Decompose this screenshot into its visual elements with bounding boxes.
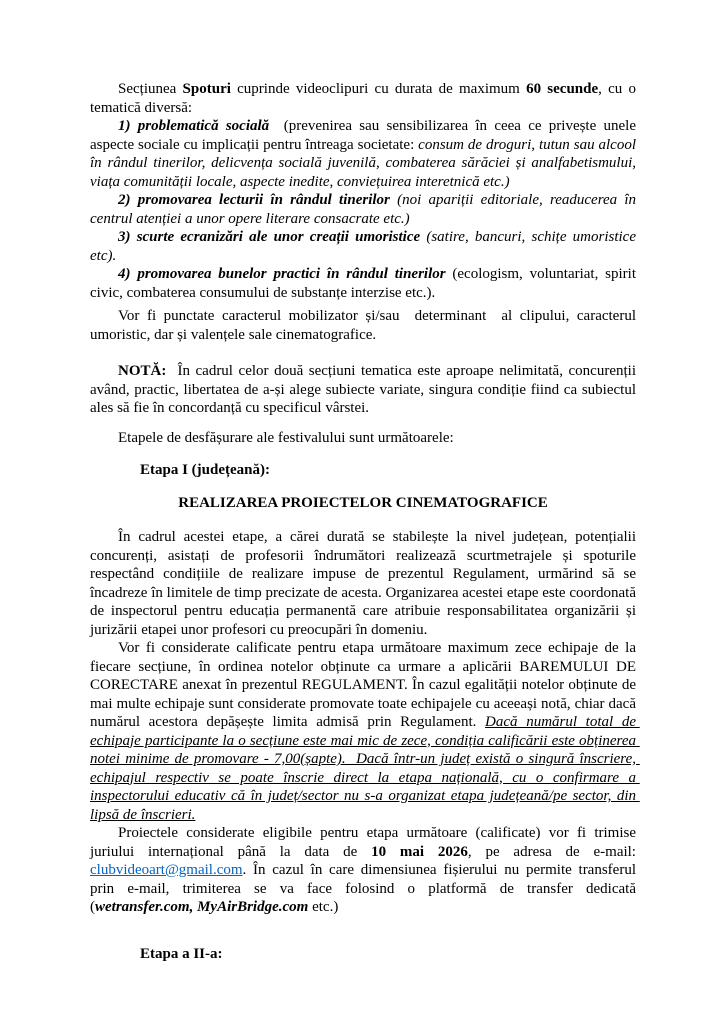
qualification-rules: Vor fi considerate calificate pentru etapa următoare maximum zece echipaje de la fiecare secțiune, în ordinea notelor obținute ca urmare a aplicării BAREMULUI DE CORECTARE anexat în prezentul REGULAMENT. În cazul egalității notelor obținute de mai multe echipaje sunt considerate promovate toate echipajele cu aceeași notă, chiar dacă numărul acestora depășește limita admisă prin Regulament. bbox=[90, 640, 640, 730]
spacer bbox=[90, 480, 636, 494]
list-item-3-examples: (satire, bancuri, schițe umoristice etc). bbox=[90, 229, 640, 264]
spacer bbox=[90, 917, 636, 935]
list-number-4: 4) bbox=[118, 266, 138, 282]
list-item-4 bbox=[90, 265, 640, 302]
paragraph-section-intro bbox=[90, 80, 640, 117]
list-item-2 bbox=[90, 191, 640, 228]
submission-text: , pe adresa de e-mail: bbox=[467, 843, 640, 860]
transfer-platforms: wetransfer.com, MyAirBridge.com bbox=[95, 899, 309, 915]
list-number-2: 2) bbox=[118, 192, 138, 208]
stage-1-title-text: REALIZAREA PROIECTELOR CINEMATOGRAFICE bbox=[178, 494, 548, 511]
scoring-text: Vor fi punctate caracterul mobilizator și/sau determinant al clipului, caracterul umoristic, dar și valențele sale cinematografice. bbox=[90, 308, 640, 343]
paragraph-submission bbox=[90, 824, 640, 917]
spacer bbox=[90, 512, 636, 528]
list-item-3 bbox=[90, 228, 640, 265]
stages-intro-text: Etapele de desfășurare ale festivalului sunt următoarele: bbox=[118, 429, 454, 446]
theme-social-issues: problematică socială bbox=[137, 118, 270, 134]
list-item-1 bbox=[90, 117, 640, 191]
stage-2-label-text: Etapa a II-a: bbox=[140, 945, 223, 962]
submission-text: etc.) bbox=[308, 899, 339, 915]
list-item-1-description: (prevenirea sau sensibilizarea în ceea ce privește unele aspecte sociale cu implicații pentru întreaga societate: bbox=[90, 118, 640, 153]
email-link[interactable]: clubvideoart@gmail.com bbox=[90, 862, 243, 878]
deadline-date: 10 mai 2026 bbox=[371, 843, 468, 860]
spacer bbox=[90, 418, 636, 429]
section-name-spoturi: Spoturi bbox=[182, 81, 231, 97]
theme-reading-promotion: promovarea lecturii în rândul tinerilor bbox=[137, 192, 390, 208]
max-duration: 60 secunde bbox=[526, 81, 599, 97]
stage-1-body-text: În cadrul acestei etape, a cărei durată se stabilește la nivel județean, potențialii concurenți, asistați de profesorii îndrumători realizează scurtmetrajele și spoturile respectând condițiile de realizare impuse de prezentul Regulament, urmărind să se încadreze în limitele de timp precizate de acesta. Organizarea acestei etape este coordonată de inspectorul pentru educația permanentă care atribuie responsabilitatea organizării și jurizării etapei unor profesori cu preocupări în domeniu. bbox=[90, 529, 640, 638]
list-item-1-examples: consum de droguri, tutun sau alcool în rândul tinerilor, delicvența socială juvenilă, combaterea sărăciei și analfabetismului, viața comunității locale, aspecte inedite, conviețuirea interetnică etc.) bbox=[90, 136, 640, 190]
submission-text: Proiectele considerate eligibile pentru etapa următoare (calificate) vor fi trimise juriului internațional până la data de bbox=[90, 825, 640, 860]
nota-label: NOTĂ: bbox=[118, 363, 167, 379]
spacer bbox=[90, 935, 636, 945]
list-number-3: 3) bbox=[118, 229, 137, 245]
paragraph-qualification bbox=[90, 639, 640, 824]
paragraph-nota bbox=[90, 362, 640, 418]
theme-humorous-adaptations: scurte ecranizări ale unor creații umoristice bbox=[136, 229, 421, 245]
stage-2-label bbox=[90, 945, 636, 964]
nota-text: În cadrul celor două secțiuni tematica este aproape nelimitată, concurenții având, practic, libertatea de a-și alege subiecte variate, singura condiție fiind ca subiectul ales să fie în concordanță cu specificul vârstei. bbox=[90, 363, 640, 416]
intro-text: , cu o tematică diversă: bbox=[90, 81, 640, 116]
list-item-2-examples: (noi apariții editoriale, readucerea în centrul atenției a unor opere literare consacrate etc.) bbox=[90, 192, 640, 227]
spacer bbox=[90, 447, 636, 461]
stage-1-label-text: Etapa I (județeană): bbox=[140, 462, 270, 478]
paragraph-stages-intro bbox=[90, 429, 636, 448]
paragraph-scoring-criteria bbox=[90, 307, 640, 344]
intro-text: cuprinde videoclipuri cu durata de maximum bbox=[230, 81, 527, 97]
submission-text: . În cazul în care dimensiunea fișierului nu permite transferul prin e-mail, trimiterea se va face folosind o platformă de transfer dedicată ( bbox=[90, 862, 640, 915]
paragraph-stage-1-body bbox=[90, 528, 640, 639]
list-number-1: 1) bbox=[118, 118, 138, 134]
spacer bbox=[90, 344, 636, 362]
theme-good-practices: promovarea bunelor practici în rândul tinerilor bbox=[137, 266, 446, 282]
stage-1-title bbox=[90, 494, 636, 513]
list-item-4-examples: (ecologism, voluntariat, spirit civic, combaterea consumului de substanțe interzise etc.). bbox=[90, 266, 640, 301]
intro-text: Secțiunea bbox=[118, 81, 183, 97]
stage-1-label bbox=[90, 461, 636, 480]
qualification-special-rule: Dacă numărul total de echipaje participante la o secțiune este mai mic de zece, condiția calificării este obținerea notei minime de promovare - 7,00(șapte). Dacă într-un județ există o singură înscriere, echipajul respectiv se poate înscrie direct la etapa națională, cu o confirmare a inspectorului educativ că în județ/sector nu s-a organizat etapa județeană/pe sector, din lipsă de înscrieri. bbox=[90, 714, 640, 823]
